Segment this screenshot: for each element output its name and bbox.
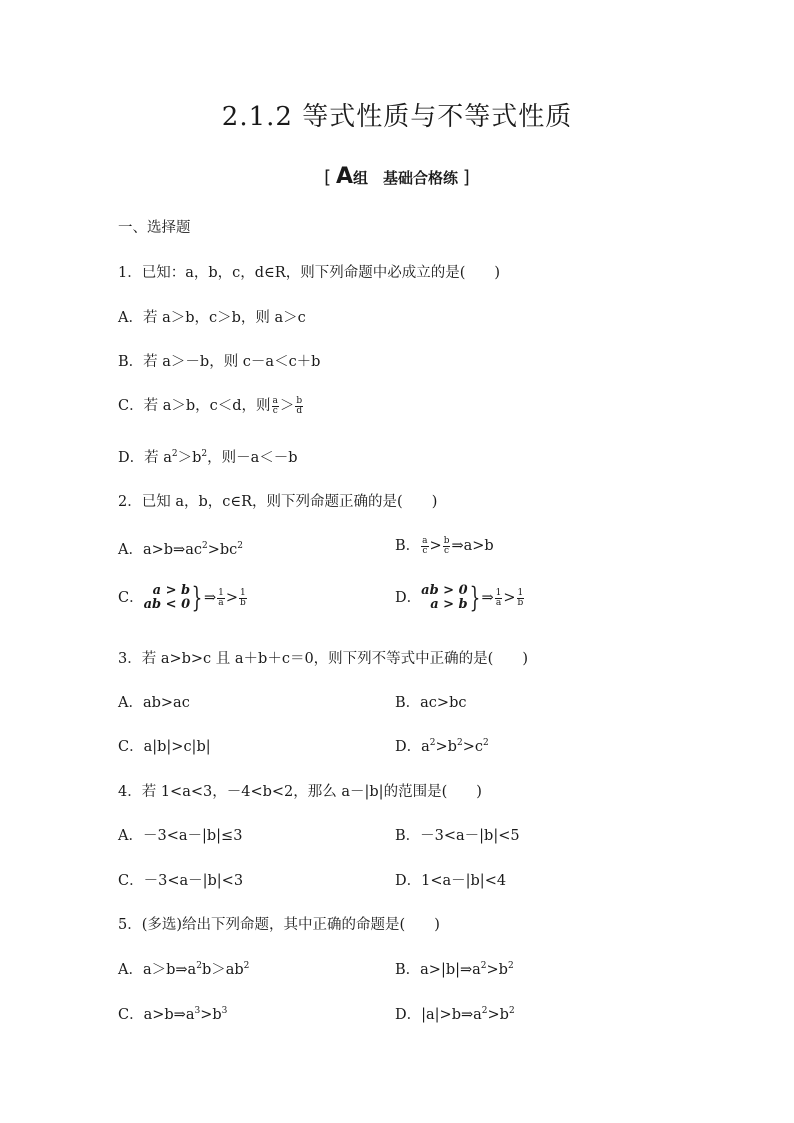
denominator: c bbox=[444, 545, 450, 556]
text: >b bbox=[435, 739, 457, 755]
q1-option-b: B．若 a＞－b，则 c－a＜c＋b bbox=[118, 354, 321, 370]
q5-option-b bbox=[395, 958, 514, 979]
text: D．a bbox=[395, 739, 430, 755]
q1-stem: 1．已知：a，b，c，d∈R，则下列命题中必成立的是( ) bbox=[118, 265, 501, 281]
numerator: 1 bbox=[218, 587, 224, 598]
q5-stem: 5．(多选)给出下列命题，其中正确的命题是( ) bbox=[118, 917, 440, 933]
text: A．a＞b⇒a bbox=[118, 962, 197, 978]
condition-line: a > b bbox=[152, 583, 191, 598]
relation: > bbox=[503, 590, 516, 606]
relation: > bbox=[225, 590, 238, 606]
text: D．若 a bbox=[118, 450, 172, 466]
q2-option-c bbox=[118, 581, 248, 614]
group-label: 组 基础合格练 bbox=[353, 169, 459, 187]
numerator: a bbox=[422, 535, 428, 546]
q2-option-d bbox=[395, 581, 525, 614]
q5-option-a bbox=[118, 958, 249, 979]
superscript: 2 bbox=[508, 1006, 515, 1017]
text: A．a>b⇒ac bbox=[118, 542, 202, 558]
numerator: b bbox=[443, 535, 450, 546]
relation: > bbox=[429, 538, 442, 554]
condition-line: ab < 0 bbox=[143, 597, 191, 612]
text: >c bbox=[462, 739, 483, 755]
fraction bbox=[495, 589, 503, 608]
q4-option-b: B．－3<a－|b|<5 bbox=[395, 828, 520, 844]
superscript: 2 bbox=[196, 961, 202, 972]
brace: } bbox=[191, 581, 203, 614]
text: ⇒a>b bbox=[451, 538, 494, 554]
denominator: b bbox=[517, 597, 524, 608]
q3-option-c: C．a|b|>c|b| bbox=[118, 739, 211, 755]
denominator: d bbox=[296, 405, 303, 416]
q2-option-a bbox=[118, 538, 243, 559]
text: B． bbox=[395, 538, 421, 554]
q1-option-a: A．若 a＞b，c＞b，则 a＞c bbox=[118, 310, 306, 326]
condition-line: a > b bbox=[430, 597, 468, 612]
fraction bbox=[239, 589, 247, 608]
text: D． bbox=[395, 590, 422, 606]
q4-option-d: D．1<a－|b|<4 bbox=[395, 873, 507, 889]
text: >b bbox=[200, 1007, 222, 1023]
text: >b bbox=[486, 962, 508, 978]
denominator: a bbox=[218, 597, 224, 608]
bracket-right: ] bbox=[462, 167, 470, 188]
text: B．a>|b|⇒a bbox=[395, 962, 481, 978]
numerator: 1 bbox=[517, 587, 524, 598]
numerator: 1 bbox=[240, 587, 246, 598]
numerator: 1 bbox=[495, 587, 502, 598]
brace: } bbox=[469, 581, 480, 614]
text: D．|a|>b⇒a bbox=[395, 1007, 482, 1023]
relation: ＞ bbox=[279, 398, 295, 414]
superscript: 2 bbox=[456, 738, 463, 749]
q4-option-a: A．－3<a－|b|≤3 bbox=[118, 828, 243, 844]
superscript: 2 bbox=[480, 961, 487, 972]
text: ，则－a＜－b bbox=[207, 450, 298, 466]
q2-stem: 2．已知 a，b，c∈R，则下列命题正确的是( ) bbox=[118, 494, 438, 510]
q1-c-prefix: C．若 a＞b，c＜d，则 bbox=[118, 398, 271, 414]
q1-option-c bbox=[118, 394, 304, 416]
denominator: a bbox=[495, 597, 502, 608]
denominator: c bbox=[422, 545, 428, 556]
fraction bbox=[443, 537, 451, 556]
superscript: 3 bbox=[194, 1006, 201, 1017]
page-title: 2.1.2 等式性质与不等式性质 bbox=[221, 102, 573, 132]
text: b＞ab bbox=[201, 962, 244, 978]
q3-option-b: B．ac>bc bbox=[395, 695, 467, 711]
text: ＞b bbox=[177, 450, 202, 466]
q4-stem: 4．若 1<a<3，－4<b<2，那么 a－|b|的范围是( ) bbox=[118, 784, 482, 800]
condition-line: ab > 0 bbox=[421, 583, 468, 598]
text: C． bbox=[118, 590, 144, 606]
superscript: 2 bbox=[243, 961, 250, 972]
text: >b bbox=[487, 1007, 509, 1023]
bracket-left: [ bbox=[324, 167, 332, 188]
group-heading bbox=[0, 164, 794, 189]
fraction bbox=[272, 397, 279, 416]
condition-system bbox=[421, 584, 468, 612]
arrow: ⇒ bbox=[203, 590, 217, 606]
superscript: 2 bbox=[481, 1006, 488, 1017]
superscript: 2 bbox=[201, 449, 208, 460]
denominator: b bbox=[239, 597, 246, 608]
q1-option-d bbox=[118, 446, 298, 467]
q3-stem: 3．若 a>b>c 且 a＋b＋c＝0，则下列不等式中正确的是( ) bbox=[118, 651, 528, 667]
numerator: b bbox=[296, 395, 303, 406]
superscript: 2 bbox=[201, 541, 208, 552]
superscript: 2 bbox=[429, 738, 436, 749]
text: C．a>b⇒a bbox=[118, 1007, 195, 1023]
denominator: c bbox=[272, 405, 278, 416]
q5-option-c bbox=[118, 1003, 227, 1024]
arrow: ⇒ bbox=[481, 590, 494, 606]
fraction bbox=[295, 397, 303, 416]
superscript: 3 bbox=[221, 1006, 228, 1017]
superscript: 2 bbox=[482, 738, 489, 749]
condition-system bbox=[144, 584, 191, 612]
section-heading: 一、选择题 bbox=[118, 220, 191, 236]
q4-option-c: C．－3<a－|b|<3 bbox=[118, 873, 244, 889]
fraction bbox=[517, 589, 525, 608]
numerator: a bbox=[272, 395, 278, 406]
q3-option-d bbox=[395, 735, 489, 756]
superscript: 2 bbox=[237, 541, 243, 552]
q5-option-d bbox=[395, 1003, 515, 1024]
text: >bc bbox=[207, 542, 238, 558]
q3-option-a: A．ab>ac bbox=[118, 695, 190, 711]
superscript: 2 bbox=[171, 449, 178, 460]
fraction bbox=[421, 537, 428, 556]
superscript: 2 bbox=[507, 961, 514, 972]
q2-option-b bbox=[395, 534, 494, 556]
fraction bbox=[217, 589, 225, 608]
group-letter: A bbox=[335, 164, 353, 189]
